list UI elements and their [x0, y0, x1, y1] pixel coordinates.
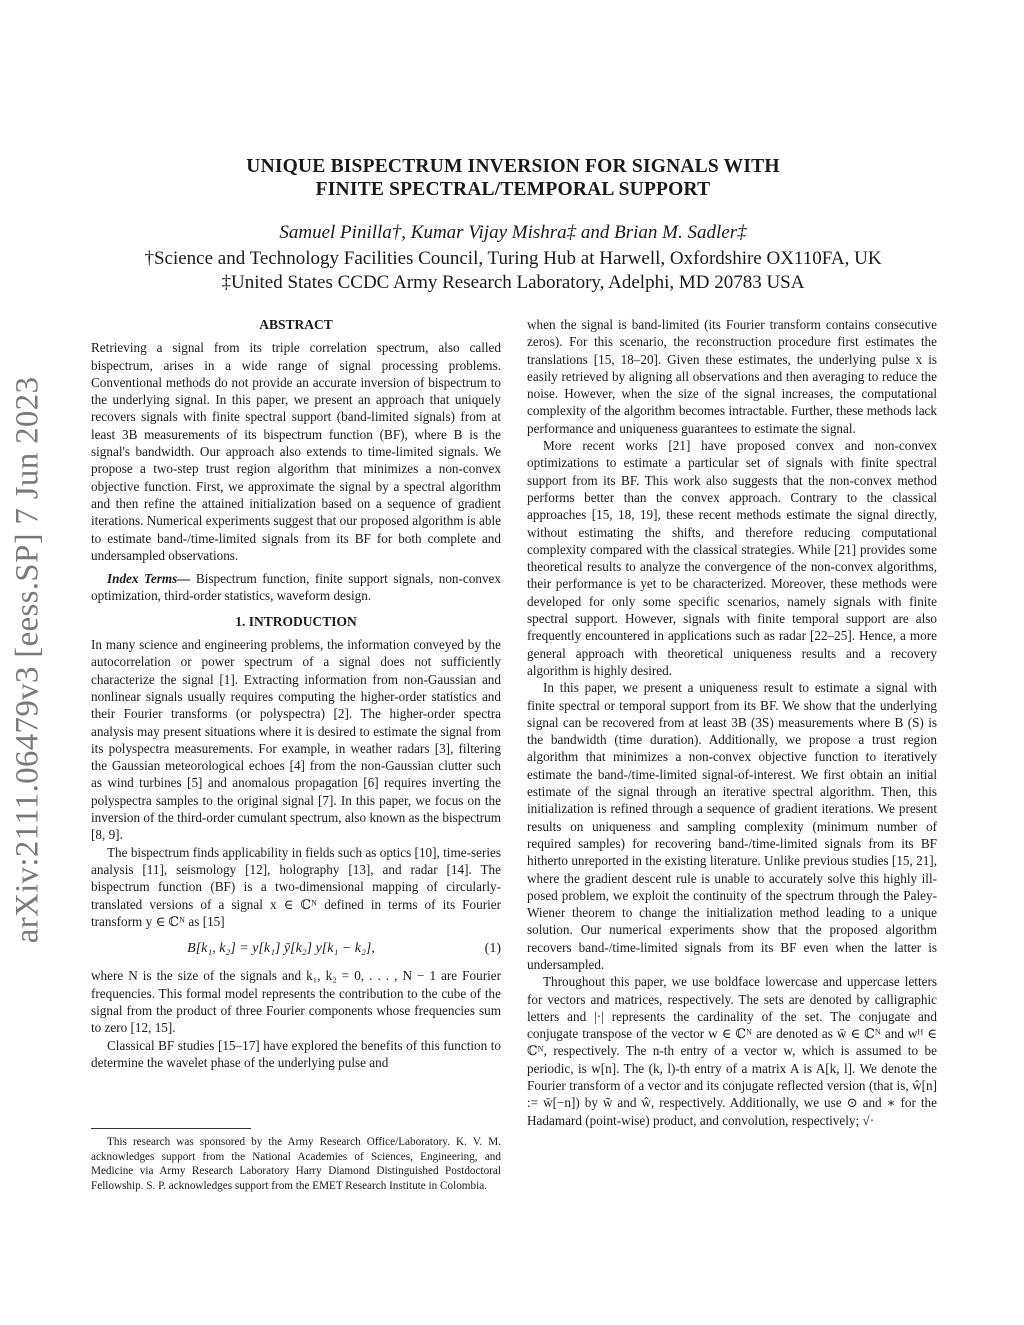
intro-paragraph-4: Classical BF studies [15–17] have explored the benefits of this function to determine the wavelet phase of the underlying pulse and	[91, 1037, 501, 1070]
paper-title	[90, 155, 936, 201]
footnote	[91, 1128, 501, 1193]
intro-heading: 1. INTRODUCTION	[235, 613, 357, 629]
index-terms-text: Bispectrum function, finite support signals, non-convex optimization, third-order statistics, waveform design.	[91, 571, 502, 604]
abstract-heading: ABSTRACT	[259, 317, 333, 332]
right-paragraph-2: More recent works [21] have proposed convex and non-convex optimizations to estimate a particular set of signals with finite spectral support from its BF. This work also suggests that the non-convex method performs better than the convex approach. Contrary to the classical approaches [15, 18, 19], these recent methods estimate the signal directly, without estimating the shifts, and therefore reducing computational complexity compared with the classical strategies. While [21] provides some theoretical results to analyze the convergence of the non-convex algorithms, their performance is yet to be characterized. Moreover, these methods were developed for only some specific scenarios, namely signals with finite spectral support. However, signals with finite temporal support are also frequently encountered in applications such as radar [22–25]. Hence, a more general approach with theoretical uniqueness results and a recovery algorithm is highly desired.	[527, 438, 937, 678]
equation-number: (1)	[484, 941, 501, 957]
arxiv-stamp	[2, 360, 54, 960]
right-paragraph-1: when the signal is band-limited (its Fourier transform contains consecutive zeros). For this scenario, the reconstruction procedure first estimates the translations [15, 18–20]. Given these estimates, the underlying pulse x is easily retrieved by aligning all observations and then averaging to reduce the noise. However, when the size of the signal increases, the computational complexity of the algorithm becomes intractable. Further, these methods lack performance and uniqueness guarantees to estimate the signal.	[527, 317, 937, 436]
intro-paragraph-2: The bispectrum finds applicability in fields such as optics [10], time-series analysis [11], seismology [12], holography [13], and radar [14]. The bispectrum function (BF) is a two-dimensional mapping of circularly-translated versions of a signal x ∈ ℂᴺ defined in terms of its Fourier transform y ∈ ℂᴺ as [15]	[91, 844, 501, 929]
left-column	[91, 316, 501, 1071]
equation-1	[91, 940, 501, 957]
title-line-1: UNIQUE BISPECTRUM INVERSION FOR SIGNALS WITH	[246, 156, 780, 177]
equation-body: B[k₁, k₂] = y[k₁] ȳ[k₂] y[k₁ − k₂],	[187, 941, 375, 957]
footnote-rule	[91, 1128, 251, 1129]
arxiv-id: arXiv:2111.06479v3 [eess.SP] 7 Jun 2023	[9, 376, 46, 944]
right-column	[527, 316, 937, 1129]
index-terms-label: Index Terms—	[107, 571, 191, 587]
index-terms	[91, 570, 501, 605]
affiliation-1: †Science and Technology Facilities Council, Turing Hub at Harwell, Oxfordshire OX110FA, UK	[144, 248, 882, 269]
authors: Samuel Pinilla†, Kumar Vijay Mishra‡ and Brian M. Sadler‡	[279, 222, 747, 243]
abstract-text: Retrieving a signal from its triple correlation spectrum, also called bispectrum, arises in a wide range of signal processing problems. Conventional methods do not provide an accurate inversion of bispectrum to the underlying signal. In this paper, we present an approach that uniquely recovers signals with finite spectral support (band-limited signals) from at least 3B measurements of its bispectrum function (BF), where B is the signal's bandwidth. Our approach also extends to time-limited signals. We propose a two-step trust region algorithm that minimizes a non-convex objective function. First, we approximate the signal by a spectral algorithm and then refine the attained initialization based on a sequence of gradient iterations. Numerical experiments suggest that our proposed algorithm is able to estimate band-/time-limited signals from its BF for both complete and undersampled observations.	[91, 340, 501, 563]
affiliation-2: ‡United States CCDC Army Research Laboratory, Adelphi, MD 20783 USA	[221, 272, 805, 293]
intro-paragraph-1: In many science and engineering problems, the information conveyed by the autocorrelation or power spectrum of a signal does not sufficiently characterize the signal [1]. Extracting information from non-Gaussian and nonlinear signals usually requires computing the higher-order statistics and their Fourier transforms (or polyspectra) [2]. The higher-order spectra analysis may present situations where it is desired to estimate the signal from its polyspectra measurements. For example, in weather radars [3], filtering the Gaussian meteorological echoes [4] from the non-Gaussian clutter such as wind turbines [5] and anomalous propagation [6] requires inverting the polyspectra samples to the original signal [7]. In this paper, we focus on the inversion of the third-order cumulant spectrum, also known as the bispectrum [8, 9].	[91, 637, 501, 843]
right-paragraph-3: In this paper, we present a uniqueness result to estimate a signal with finite spectral or temporal support from its BF. We show that the underlying signal can be recovered from at least 3B (3S) measurements where B (S) is the bandwidth (time duration). Additionally, we propose a trust region algorithm that minimizes a non-convex objective function to iteratively estimate the band-/time-limited signal-of-interest. We first obtain an initial estimate of the signal through an iterative spectral algorithm. Then, this initialization is refined through a sequence of gradient iterations. We present results on uniqueness and sampling complexity (minimum number of required samples) for recovering band-/time-limited signals from its BF hitherto unreported in the existing literature. Unlike previous studies [15, 21], where the gradient descent rule is unable to accurately solve this highly ill-posed problem, we exploit the continuity of the spectrum through the Paley-Wiener theorem to change the initialization method leading to a unique solution. Our numerical experiments show that the proposed algorithm recovers band-/time-limited signals from its BF even when the latter is undersampled.	[527, 680, 937, 972]
right-paragraph-4: Throughout this paper, we use boldface lowercase and uppercase letters for vectors and matrices, respectively. The sets are denoted by calligraphic letters and |·| represents the cardinality of the set. The conjugate and conjugate transpose of the vector w ∈ ℂᴺ are denoted as w̄ ∈ ℂᴺ and wᴴ ∈ ℂᴺ, respectively. The n-th entry of a vector w, which is assumed to be periodic, is w[n]. The (k, l)-th entry of a matrix A is A[k, l]. We denote the Fourier transform of a vector and its conjugate reflected version (that is, ŵ[n] := w̄[−n]) by w̃ and ŵ, respectively. Additionally, we use ⊙ and ∗ for the Hadamard (point-wise) product, and convolution, respectively; √·	[527, 974, 937, 1128]
intro-paragraph-3: where N is the size of the signals and k₁, k₂ = 0, . . . , N − 1 are Fourier frequencies. This formal model represents the contribution to the cube of the signal from the product of three Fourier components whose frequencies sum to zero [12, 15].	[91, 968, 501, 1036]
footnote-text: This research was sponsored by the Army Research Office/Laboratory. K. V. M. acknowledges support from the National Academies of Sciences, Engineering, and Medicine via Army Research Laboratory Harry Diamond Distinguished Postdoctoral Fellowship. S. P. acknowledges support from the EMET Research Institute in Colombia.	[91, 1136, 501, 1192]
title-line-2: FINITE SPECTRAL/TEMPORAL SUPPORT	[315, 179, 711, 200]
